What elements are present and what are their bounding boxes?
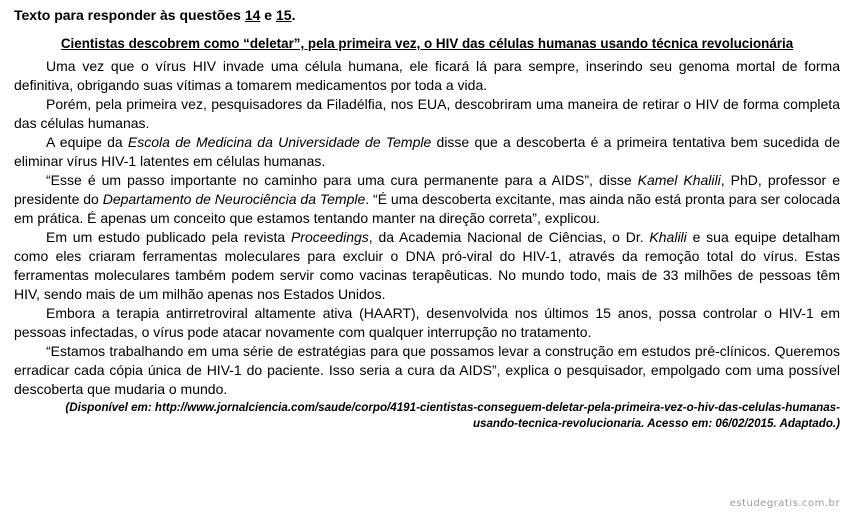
source-line-2: usando-tecnica-revolucionaria. Acesso em: 06/02/2015. Adaptado.) <box>472 417 840 430</box>
watermark: estudegratis.com.br <box>729 498 840 509</box>
paragraph-4-text-a: “Esse é um passo importante no caminho para uma cura permanente para a AIDS”, disse <box>46 172 638 188</box>
paragraph-5-text-c: e sua equipe detalham como eles criaram ferramentas moleculares para excluir o DNA pró-viral do HIV-1, através da remoção total do vírus. Estas ferramentas moleculares também podem servir como vacinas terapêuticas. No mundo todo, mais de 33 milhões de pessoas têm HIV, sendo mais de um milhão apenas nos Estados Unidos. <box>14 229 840 302</box>
question-number-15: 15 <box>275 7 292 23</box>
intro-middle: e <box>260 7 276 23</box>
institution-name: Escola de Medicina da Universidade de Temple <box>127 134 432 150</box>
paragraph-6 <box>14 304 840 342</box>
paragraph-4 <box>14 171 840 228</box>
paragraph-5 <box>14 228 840 304</box>
document <box>14 6 840 432</box>
paragraph-3 <box>14 133 840 171</box>
journal-name: Proceedings <box>290 229 369 245</box>
article-title: Cientistas descobrem como “deletar”, pela primeira vez, o HIV das células humanas usando técnica revolucionária <box>60 36 794 51</box>
researcher-name: Kamel Khalili <box>637 172 721 188</box>
source-line-1: (Disponível em: http://www.jornalciencia.com/saude/corpo/4191-cientistas-conseguem-deletar-pela-primeira-vez-o-hiv-das-celulas-humanas- <box>65 401 840 414</box>
paragraph-6-text: Embora a terapia antirretroviral altamente ativa (HAART), desenvolvida nos últimos 15 anos, possa controlar o HIV-1 em pessoas infectadas, o vírus pode atacar novamente com qualquer interrupção no tratamento. <box>14 305 840 340</box>
paragraph-1-text: Uma vez que o vírus HIV invade uma célula humana, ele ficará lá para sempre, inserindo seu genoma mortal de forma definitiva, obrigando suas vítimas a tomarem medicamentos por toda a vida. <box>14 58 840 93</box>
paragraph-7-text: “Estamos trabalhando em uma série de estratégias para que possamos levar a construção em estudos pré-clínicos. Queremos erradicar cada cópia única de HIV-1 do paciente. Isso seria a cura da AIDS”, explica o pesquisador, empolgado com uma possível descoberta que mudaria o mundo. <box>14 343 840 397</box>
paragraph-1 <box>14 57 840 95</box>
paragraph-7 <box>14 342 840 399</box>
intro-suffix: . <box>291 7 296 23</box>
intro-prefix: Texto para responder às questões <box>14 7 245 23</box>
paragraph-5-text-a: Em um estudo publicado pela revista <box>46 229 291 245</box>
paragraph-5-text-b: , da Academia Nacional de Ciências, o Dr. <box>368 229 650 245</box>
source-citation <box>14 400 840 432</box>
paragraph-4-text-b: , PhD, professor e presidente do <box>14 172 840 207</box>
question-number-14: 14 <box>244 7 261 23</box>
paragraph-3-text-a: A equipe da <box>46 134 128 150</box>
department-name: Departamento de Neurociência da Temple <box>102 191 366 207</box>
paragraph-4-text-c: . “É uma descoberta excitante, mas ainda não está pronta para ser colocada em prática. É apenas um conceito que estamos tentando manter na direção correta”, explicou. <box>14 191 840 226</box>
researcher-surname: Khalili <box>649 229 687 245</box>
question-intro <box>14 6 840 24</box>
paragraph-2-text: Porém, pela primeira vez, pesquisadores da Filadélfia, nos EUA, descobriram uma maneira de retirar o HIV de forma completa das células humanas. <box>14 96 840 131</box>
paragraph-3-text-b: disse que a descoberta é a primeira tentativa bem sucedida de eliminar vírus HIV-1 latentes em células humanas. <box>14 134 840 169</box>
paragraph-2 <box>14 95 840 133</box>
